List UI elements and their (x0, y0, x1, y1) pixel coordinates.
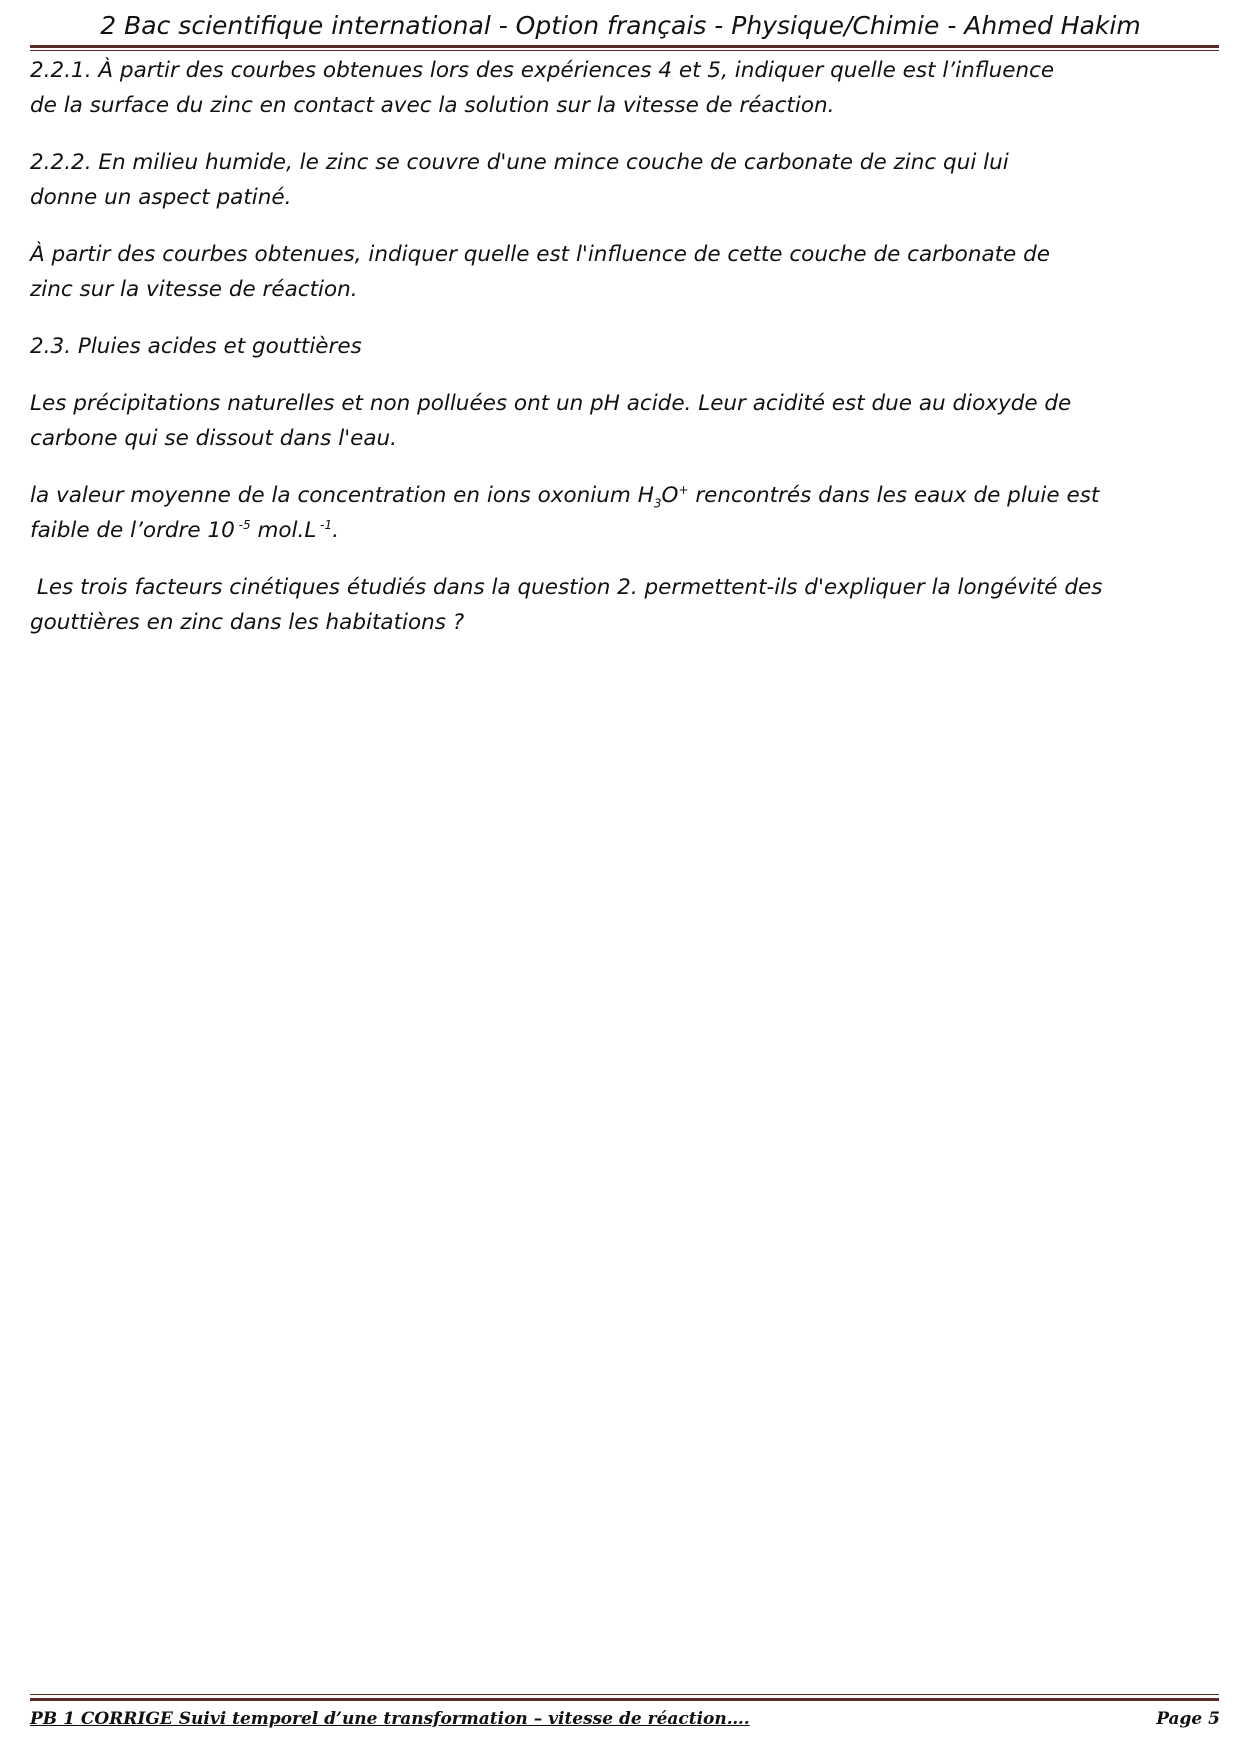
paragraph-precipitations (30, 386, 1220, 456)
text-line (30, 513, 1220, 548)
text-fragment: la valeur moyenne de la concentration en ions oxonium H (30, 483, 654, 508)
text-line (30, 478, 1220, 513)
superscript: -5 (234, 517, 251, 532)
text-fragment: . (332, 518, 339, 543)
header-title: 2 Bac scientifique international - Option français - Physique/Chimie - Ahmed Hakim (100, 11, 1141, 40)
text-line: 2.2.2. En milieu humide, le zinc se couvre d'une mince couche de carbonate de zinc qui lui (30, 150, 1009, 175)
text-line: carbone qui se dissout dans l'eau. (30, 426, 397, 451)
paragraph-oxonium (30, 478, 1220, 548)
text-fragment: O (661, 483, 679, 508)
text-line: Les précipitations naturelles et non polluées ont un pH acide. Leur acidité est due au dioxyde de (30, 391, 1072, 416)
section-heading-2-3 (30, 329, 1220, 364)
text-line: de la surface du zinc en contact avec la solution sur la vitesse de réaction. (30, 93, 835, 118)
text-line: 2.3. Pluies acides et gouttières (30, 334, 362, 359)
paragraph-final-question (30, 570, 1220, 640)
footer-rule-thin (30, 1694, 1219, 1695)
page-number: Page 5 (1156, 1709, 1220, 1729)
text-fragment: mol.L (250, 518, 317, 543)
superscript: -1 (316, 517, 333, 532)
footer-rule-thick (30, 1698, 1219, 1701)
header-rule-thin (30, 50, 1219, 51)
footer-dots: …. (726, 1709, 750, 1729)
header-rule-thick (30, 45, 1219, 48)
text-fragment: faible de l’ordre 10 (30, 518, 235, 543)
text-line: À partir des courbes obtenues, indiquer quelle est l'influence de cette couche de carbonate de (30, 242, 1050, 267)
text-line: donne un aspect patiné. (30, 185, 292, 210)
footer-title (30, 1706, 750, 1732)
text-fragment: rencontrés dans les eaux de pluie est (688, 483, 1100, 508)
paragraph-carbonate-question (30, 237, 1220, 307)
superscript: + (678, 482, 689, 497)
text-line: 2.2.1. À partir des courbes obtenues lors des expériences 4 et 5, indiquer quelle est l’influence (30, 58, 1055, 83)
text-line: zinc sur la vitesse de réaction. (30, 277, 358, 302)
text-line: gouttières en zinc dans les habitations ? (30, 610, 465, 635)
footer-title-text: PB 1 CORRIGE Suivi temporel d’une transformation – vitesse de réaction (30, 1709, 727, 1729)
paragraph-2-2-2 (30, 145, 1220, 215)
text-line: Les trois facteurs cinétiques étudiés dans la question 2. permettent-ils d'expliquer la longévité des (30, 575, 1103, 600)
paragraph-2-2-1 (30, 53, 1220, 123)
document-body (30, 53, 1220, 662)
subscript: 3 (653, 496, 662, 511)
